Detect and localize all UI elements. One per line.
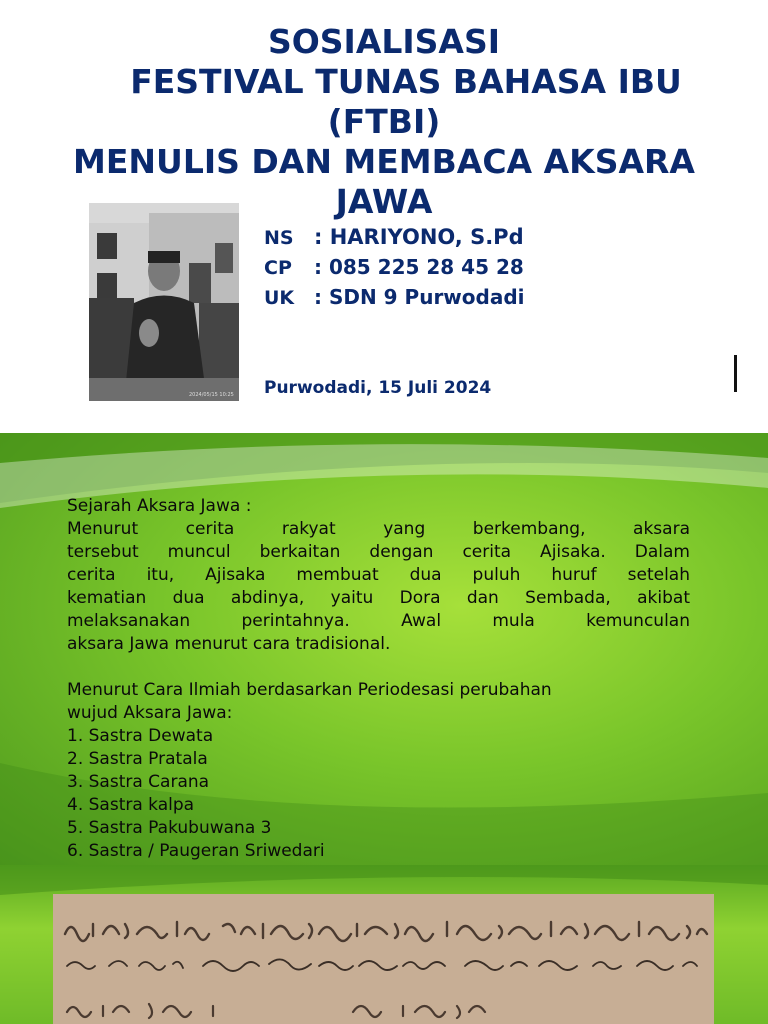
paragraph-line: kematian dua abdinya, yaitu Dora dan Sembada, akibat — [67, 588, 690, 608]
title-line-3: (FTBI) — [327, 102, 441, 141]
title-line-5: JAWA — [335, 182, 433, 221]
info-value: : 085 225 28 45 28 — [314, 255, 524, 279]
list-item: 5. Sastra Pakubuwana 3 — [67, 818, 272, 838]
history-heading: Sejarah Aksara Jawa : — [67, 496, 252, 516]
intro-line: Menurut Cara Ilmiah berdasarkan Periodesasi perubahan — [67, 680, 552, 700]
slide-title — [0, 22, 768, 222]
history-slide — [0, 433, 768, 865]
title-line-4: MENULIS DAN MEMBACA AKSARA — [73, 142, 695, 181]
photo-caption: 2024/05/15 10:25 — [189, 392, 234, 398]
text-cursor — [734, 355, 737, 392]
list-item: 3. Sastra Carana — [67, 772, 210, 792]
paragraph-line: Menurut cerita rakyat yang berkembang, aksara — [67, 519, 690, 539]
title-line-1: SOSIALISASI — [267, 22, 501, 61]
paragraph-line: tersebut muncul berkaitan dengan cerita Ajisaka. Dalam — [67, 542, 690, 562]
title-line-2: FESTIVAL TUNAS BAHASA IBU — [130, 62, 682, 101]
presenter-info — [264, 222, 525, 312]
history-text — [67, 495, 690, 863]
presenter-photo — [89, 203, 239, 401]
date-text: Purwodadi, 15 Juli 2024 — [264, 378, 492, 398]
info-value: : SDN 9 Purwodadi — [314, 285, 525, 309]
list-item: 4. Sastra kalpa — [67, 795, 195, 815]
history-paragraph — [67, 518, 690, 656]
intro-line: wujud Aksara Jawa: — [67, 703, 233, 723]
list-item: 1. Sastra Dewata — [67, 726, 214, 746]
javanese-manuscript-image — [53, 894, 714, 1024]
info-row-uk — [264, 282, 525, 312]
info-row-ns — [264, 222, 525, 252]
info-row-cp — [264, 252, 525, 282]
manuscript-slide — [0, 865, 768, 1024]
info-label: UK — [264, 287, 295, 309]
info-value: : HARIYONO, S.Pd — [314, 225, 524, 249]
info-label: NS — [264, 227, 294, 249]
list-item: 6. Sastra / Paugeran Sriwedari — [67, 841, 325, 861]
info-label: CP — [264, 257, 292, 279]
list-item: 2. Sastra Pratala — [67, 749, 208, 769]
paragraph-line: aksara Jawa menurut cara tradisional. — [67, 634, 391, 654]
paragraph-line: cerita itu, Ajisaka membuat dua puluh huruf setelah — [67, 565, 690, 585]
title-slide — [0, 0, 768, 433]
paragraph-line: melaksanakan perintahnya. Awal mula kemunculan — [67, 611, 690, 631]
